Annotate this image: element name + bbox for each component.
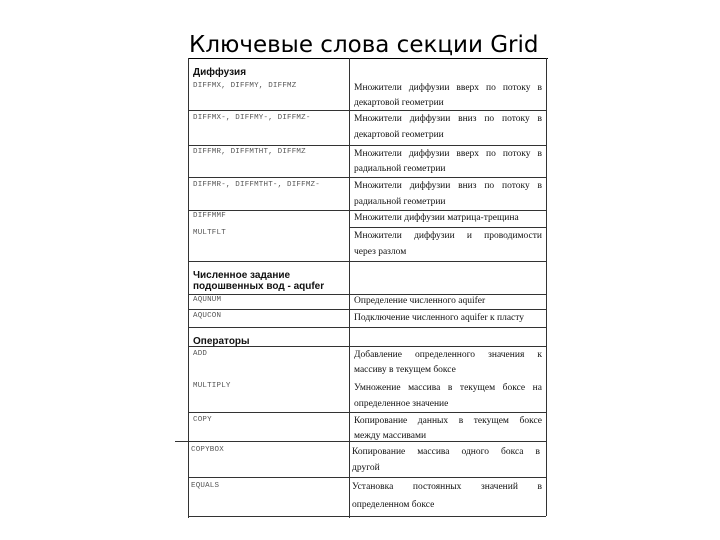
description-cell: радиальной геометрии	[354, 164, 446, 174]
description-cell: Копирование данных в текущем боксе	[354, 416, 542, 426]
description-cell: Установка постоянных значений в	[352, 482, 542, 492]
description-cell: определенное значение	[354, 399, 449, 409]
table-column-divider	[349, 58, 350, 518]
slide-title: Ключевые слова секции Grid	[189, 32, 539, 58]
keyword-cell: DIFFMMF	[193, 212, 226, 220]
keyword-cell: COPY	[193, 416, 212, 424]
keyword-cell: ADD	[193, 350, 208, 358]
keyword-cell: DIFFMR-, DIFFMTHT-, DIFFMZ-	[193, 181, 320, 189]
table-right-border	[546, 58, 547, 516]
keyword-cell: COPYBOX	[191, 446, 224, 454]
description-cell: Множители диффузии матрица-трещина	[354, 213, 519, 223]
description-cell: Копирование массива одного бокса в	[352, 447, 540, 457]
description-cell: Определение численного aquifer	[354, 296, 486, 306]
table-bottom-rule	[188, 516, 546, 517]
section-header-aquifer: Численное задание	[193, 270, 291, 281]
description-cell: Подключение численного aquifer к пласту	[354, 313, 525, 323]
row-rule	[188, 261, 546, 262]
description-cell: Множители диффузии вверх по потоку в	[354, 83, 542, 93]
description-cell: Множители диффузии вниз по потоку в	[354, 181, 542, 191]
description-cell: Добавление определенного значения к	[354, 350, 542, 360]
description-cell: Множители диффузии и проводимости	[354, 231, 542, 241]
description-cell: декартовой геометрии	[354, 98, 444, 108]
keyword-cell: EQUALS	[191, 482, 220, 490]
description-cell: декартовой геометрии	[354, 130, 444, 140]
description-cell: между массивами	[354, 431, 427, 441]
section-header-diffusion: Диффузия	[193, 67, 247, 78]
keyword-cell: AQUNUM	[193, 296, 222, 304]
description-cell: Множители диффузии вниз по потоку в	[354, 114, 542, 124]
description-cell: Множители диффузии вверх по потоку в	[354, 149, 542, 159]
description-cell: другой	[352, 463, 380, 473]
description-cell: массиву в текущем боксе	[354, 365, 456, 375]
row-rule	[188, 327, 546, 328]
section-header-aquifer-line2: подошвенных вод - aqufer	[193, 281, 325, 292]
description-cell: определенном боксе	[352, 500, 435, 510]
keyword-cell: MULTFLT	[193, 229, 226, 237]
keyword-cell: DIFFMR, DIFFMTHT, DIFFMZ	[193, 148, 306, 156]
keyword-cell: DIFFMX-, DIFFMY-, DIFFMZ-	[193, 114, 311, 122]
table-left-border	[188, 58, 189, 518]
description-cell: Умножение массива в текущем боксе на	[354, 383, 542, 393]
keyword-cell: DIFFMX, DIFFMY, DIFFMZ	[193, 82, 297, 90]
description-cell: радиальной геометрии	[354, 197, 446, 207]
keyword-cell: MULTIPLY	[193, 382, 231, 390]
keyword-cell: AQUCON	[193, 312, 222, 320]
description-cell: через разлом	[354, 247, 407, 257]
section-header-operators: Операторы	[193, 336, 250, 347]
